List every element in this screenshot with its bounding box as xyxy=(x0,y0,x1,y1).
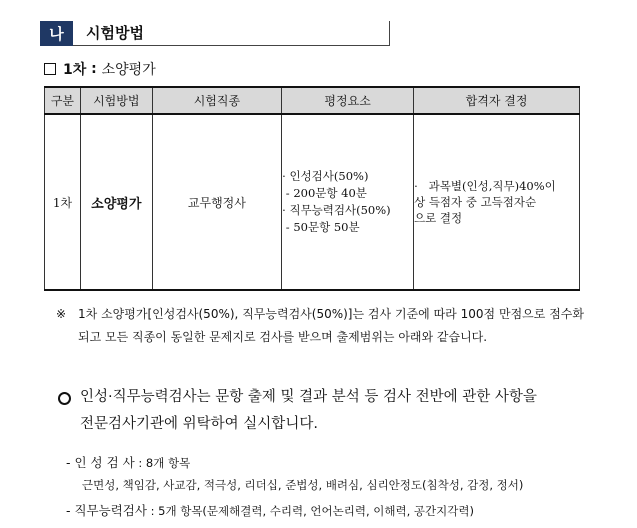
personality-value: : 8개 항목 xyxy=(134,456,191,470)
subsection-round: 1차 xyxy=(63,62,87,78)
aptitude-value: : 5개 항목(문제해결력, 수리력, 언어논리력, 이해력, 공간지각력) xyxy=(146,504,474,518)
subsection-title xyxy=(44,59,156,79)
cell-pass-decision xyxy=(414,114,580,290)
cell-round: 1차 xyxy=(45,114,81,290)
note-text: 1차 소양평가[인성검사(50%), 직무능력검사(50%)]는 검사 기준에 따라 100점 만점으로 점수화되고 모든 직종이 동일한 문제지로 검사를 받으며 출제범위는 아래와 같습니다. xyxy=(78,307,584,344)
exam-method-table xyxy=(44,86,580,291)
bullet-line-2: 전문검사기관에 위탁하여 실시합니다. xyxy=(80,416,318,432)
section-title: 시험방법 xyxy=(73,21,390,46)
element-line: - 50문항 50분 xyxy=(282,220,360,234)
bullet-paragraph xyxy=(58,384,584,438)
cell-job: 교무행정사 xyxy=(152,114,282,290)
header-pass-decision: 합격자 결정 xyxy=(414,87,580,114)
element-line: - 200문항 40분 xyxy=(282,186,367,200)
table-header-row xyxy=(45,87,580,114)
personality-items: 근면성, 책임감, 사교감, 적극성, 리더십, 준법성, 배려심, 심리안정도(침착성, 감정, 정서) xyxy=(82,478,524,492)
subsection-separator: : xyxy=(86,61,102,77)
reference-mark-icon: ※ xyxy=(56,307,67,321)
bullet-line-1: 인성·직무능력검사는 문항 출제 및 결과 분석 등 검사 전반에 관한 사항을 xyxy=(80,389,537,405)
personality-test-line xyxy=(66,453,190,471)
pass-line: 으로 결정 xyxy=(414,211,463,225)
element-line: · 직무능력검사(50%) xyxy=(282,203,391,217)
header-job: 시험직종 xyxy=(152,87,282,114)
aptitude-label: - 직무능력검사 xyxy=(66,503,147,518)
element-line: · 인성검사(50%) xyxy=(282,169,369,183)
section-badge: 나 xyxy=(40,21,73,46)
header-category: 구분 xyxy=(45,87,81,114)
pass-line: · 과목별(인성,직무)40%이 xyxy=(414,179,556,193)
personality-label: - 인 성 검 사 xyxy=(66,455,135,470)
square-bullet-icon xyxy=(44,63,56,75)
aptitude-test-line xyxy=(66,501,474,519)
header-elements: 평정요소 xyxy=(282,87,414,114)
header-method: 시험방법 xyxy=(80,87,152,114)
circle-bullet-icon xyxy=(58,392,71,405)
note-paragraph xyxy=(56,303,584,349)
pass-line: 상 득점자 중 고득점자순 xyxy=(414,195,537,209)
subsection-label: 소양평가 xyxy=(101,62,156,78)
table-row xyxy=(45,114,580,290)
cell-elements xyxy=(282,114,414,290)
cell-method: 소양평가 xyxy=(80,114,152,290)
